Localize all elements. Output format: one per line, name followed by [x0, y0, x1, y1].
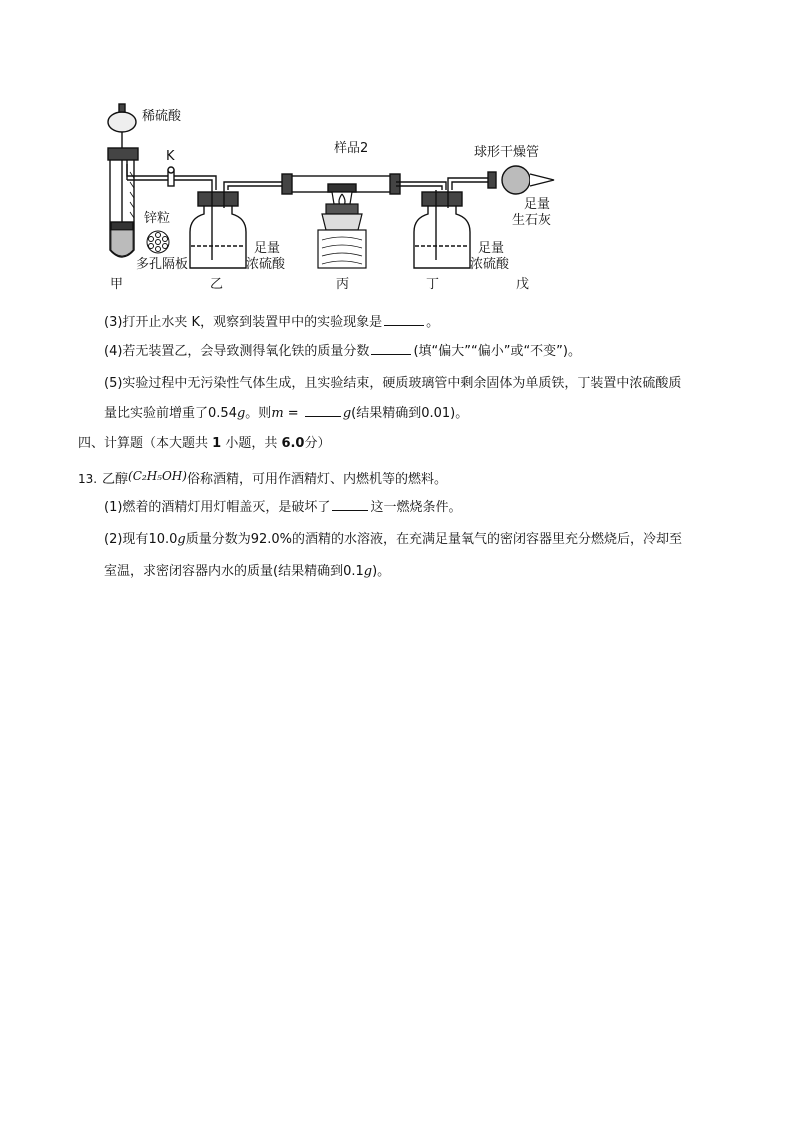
sub-1-number: (1) [104, 500, 123, 515]
question-4-end: (填“偏大”“偏小”或“不变”)。 [413, 344, 581, 359]
question-13-sub-2-line-1 [104, 530, 682, 550]
label-sample: 样品2 [334, 141, 369, 156]
question-13-text-a: 乙醇 [102, 472, 129, 487]
apparatus-jia: 甲 [110, 277, 124, 292]
answer-blank-3[interactable] [384, 311, 424, 326]
equals-sign: = [283, 406, 303, 421]
solution-mass-unit: g [177, 532, 186, 547]
label-acid-d-2: 浓硫酸 [470, 257, 510, 272]
ethanol-formula: (C₂H₅OH) [128, 469, 187, 483]
question-13-sub-2-line-2 [104, 562, 390, 582]
question-4 [104, 340, 581, 362]
label-acid-d-1: 足量 [478, 241, 505, 256]
label-acid-b-2: 浓硫酸 [246, 257, 286, 272]
sub-2-text-b: 质量分数为 [185, 532, 251, 547]
answer-blank-5[interactable] [305, 402, 341, 417]
question-5-text-5: )。 [450, 406, 469, 421]
hard-glass-tube [282, 174, 446, 194]
unit-g: g [236, 406, 246, 421]
section-title-a: 四、计算题（本大题共 [78, 436, 213, 451]
mass-value: 0.54 [208, 406, 237, 421]
question-13-sub-1 [104, 496, 461, 518]
wooden-block [318, 230, 366, 268]
question-4-text: 若无装置乙，会导致测得氧化铁的质量分数 [122, 344, 370, 359]
question-5-number: (5) [104, 376, 123, 391]
question-5-text-1: 实验过程中无污染性气体生成，且实验结束，硬质玻璃管中剩余固体为单质铁，丁装置中浓硫酸质 [122, 376, 682, 391]
unit-g-answer: g [342, 406, 352, 421]
question-3-text: 打开止水夹 K，观察到装置甲中的实验现象是 [122, 315, 383, 330]
porous-plate-icon [147, 231, 169, 253]
label-drying-tube: 球形干燥管 [474, 145, 540, 160]
question-5-text-3: 。则 [245, 406, 272, 421]
sub-2-number: (2) [104, 532, 123, 547]
label-quicklime-1: 足量 [524, 197, 551, 212]
question-13 [78, 466, 447, 490]
sub-2-text-d: 室温，求密闭容器内水的质量(结果精确到 [104, 564, 344, 579]
question-5-text-4: (结果精确到 [351, 406, 422, 421]
apparatus-yi: 乙 [210, 277, 224, 292]
question-5-line-2 [104, 402, 468, 424]
question-3 [104, 311, 439, 333]
answer-blank-4[interactable] [371, 340, 411, 355]
label-clamp-k: K [166, 149, 175, 164]
question-5-line-1 [104, 374, 681, 394]
apparatus-ding: 丁 [426, 277, 440, 292]
apparatus-bing: 丙 [336, 277, 350, 292]
section-score: 6.0 [281, 436, 305, 451]
sub-1-text-a: 燃着的酒精灯用灯帽盖灭，是破坏了 [122, 500, 331, 515]
question-3-end: 。 [426, 315, 440, 330]
question-4-number: (4) [104, 344, 123, 359]
sub-2-text-a: 现有 [122, 532, 149, 547]
label-zinc: 锌粒 [144, 211, 171, 226]
variable-m: m [271, 406, 284, 421]
delivery-tube [127, 164, 216, 190]
precision-value: 0.01 [421, 406, 451, 421]
label-dilute-acid: 稀硫酸 [142, 109, 182, 124]
separatory-funnel [108, 104, 136, 148]
sub-2-precision-unit: g [363, 564, 373, 579]
sub-2-text-e: )。 [372, 564, 391, 579]
answer-blank-13-1[interactable] [332, 496, 368, 511]
question-13-text-b: 俗称酒精，可用作酒精灯、内燃机等的燃料。 [186, 472, 447, 487]
label-porous-plate: 多孔隔板 [136, 257, 189, 272]
section-heading [78, 434, 331, 454]
section-title-b: 小题，共 [221, 436, 282, 451]
solution-mass: 10.0 [148, 532, 178, 547]
question-5-text-2: 量比实验前增重了 [104, 406, 209, 421]
mass-fraction: 92.0% [250, 532, 293, 547]
label-acid-b-1: 足量 [254, 241, 281, 256]
section-title-c: 分） [304, 436, 331, 451]
sub-2-precision: 0.1 [343, 564, 364, 579]
generator-tube [108, 148, 138, 257]
alcohol-burner [322, 192, 362, 230]
apparatus-diagram [96, 100, 556, 292]
question-13-number: 13. [78, 472, 98, 486]
question-3-number: (3) [104, 315, 123, 330]
sub-2-text-c: 的酒精的水溶液，在充满足量氧气的密闭容器里充分燃烧后，冷却至 [292, 532, 683, 547]
sub-1-text-b: 这一燃烧条件。 [370, 500, 462, 515]
section-count: 1 [212, 436, 222, 451]
label-quicklime-2: 生石灰 [512, 213, 552, 228]
apparatus-wu: 戊 [516, 277, 530, 292]
drying-tube [488, 166, 554, 194]
